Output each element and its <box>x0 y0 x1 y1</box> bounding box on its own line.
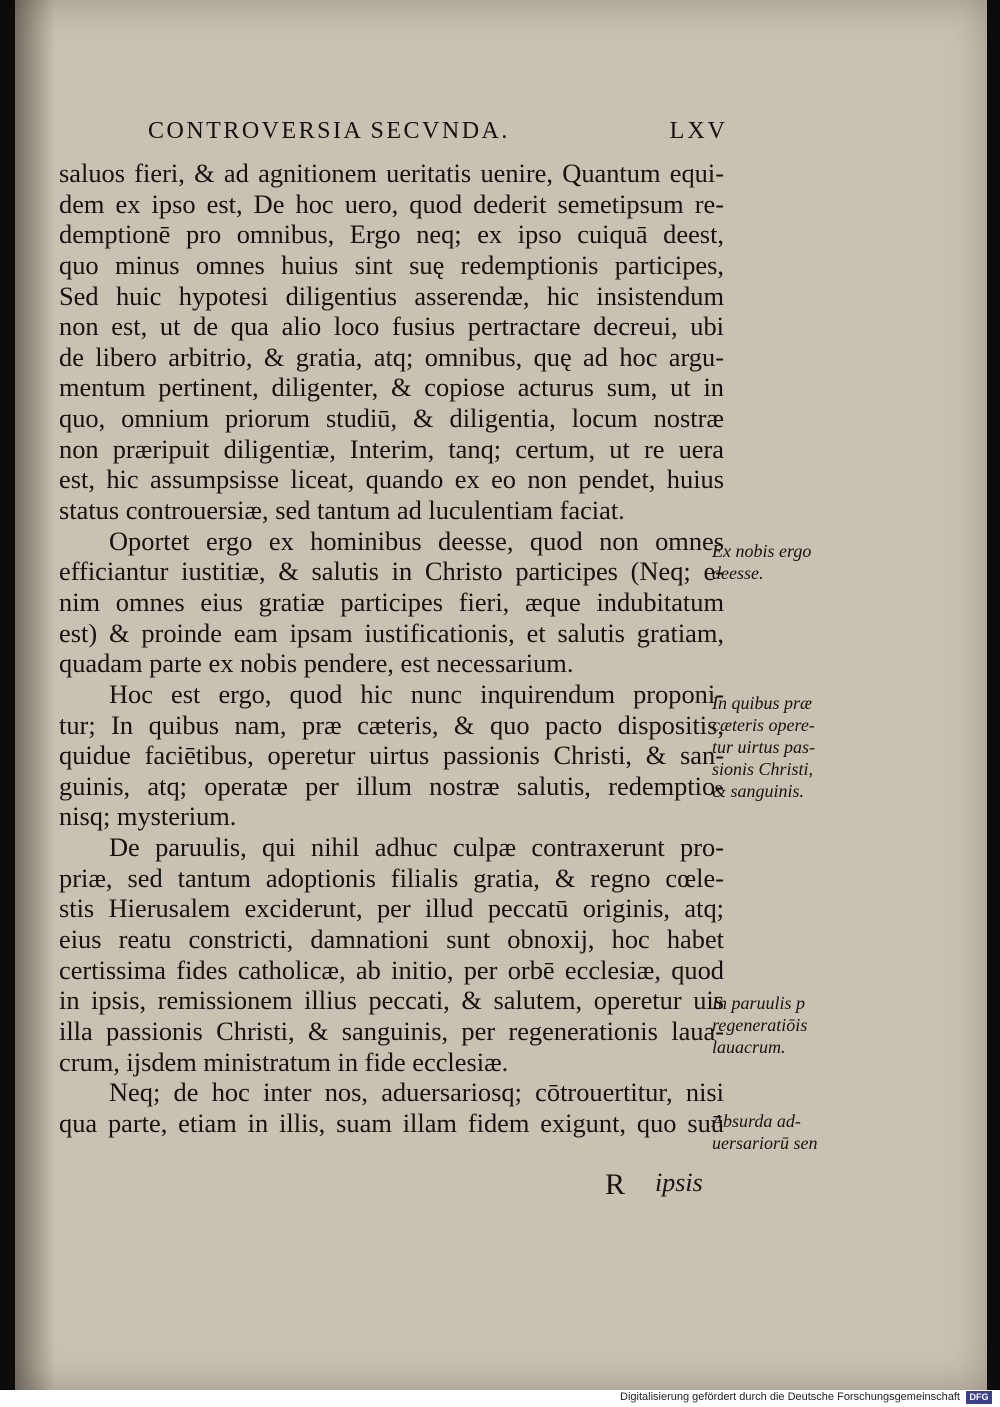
text-line: Oportet ergo ex hominibus deesse, quod non omnes <box>109 525 724 556</box>
margin-note-line: In quibus præ <box>712 693 813 713</box>
body-text <box>59 158 724 1139</box>
text-line: certissima fides catholicæ, ab initio, per orbē ecclesiæ, quod <box>59 954 724 985</box>
running-title: CONTROVERSIA SECVNDA. <box>148 118 510 144</box>
margin-note-ex-nobis <box>712 540 852 584</box>
text-line: demptionē pro omnibus, Ergo neq; ex ipso cuiquā deest, <box>59 219 724 250</box>
margin-note-in-quibus <box>712 692 852 802</box>
text-line: qua parte, etiam in illis, suam illam fidem exigunt, quo suū <box>59 1107 724 1138</box>
catchword: ipsis <box>655 1168 703 1197</box>
text-line: De paruulis, qui nihil adhuc culpæ contraxerunt pro- <box>109 832 724 863</box>
text-line: status controuersiæ, sed tantum ad luculentiam faciat. <box>59 495 625 526</box>
page-gutter-shadow <box>15 0 55 1390</box>
margin-note-in-paruulis <box>712 992 852 1058</box>
margin-note-line: & sanguinis. <box>712 781 805 801</box>
text-line: guinis, atq; operatæ per illum nostræ salutis, redemptio- <box>59 770 724 801</box>
text-line: efficiantur iustitiæ, & salutis in Christo participes (Neq; e- <box>59 556 724 587</box>
text-line: nisq; mysterium. <box>59 801 237 832</box>
margin-note-line: In paruulis p <box>712 993 806 1013</box>
text-line: quo minus omnes huius sint suę redemptionis participes, <box>59 249 724 280</box>
text-line: quidue faciētibus, operetur uirtus passionis Christi, & san- <box>59 740 724 771</box>
text-line: Sed huic hypotesi diligentius asserendæ, hic insistendum <box>59 280 724 311</box>
folio-number: LXV <box>669 118 728 144</box>
margin-note-line: Ex nobis ergo <box>712 541 812 561</box>
text-line: nim omnes eius gratiæ participes fieri, æque indubitatum <box>59 586 724 617</box>
margin-note-line: lauacrum. <box>712 1037 786 1057</box>
text-line: est, hic assumpsisse liceat, quando ex eo non pendet, huius <box>59 464 724 495</box>
margin-note-line: sionis Christi, <box>712 759 814 779</box>
running-header <box>148 118 728 154</box>
text-line: mentum pertinent, diligenter, & copiose acturus sum, ut in <box>59 372 724 403</box>
text-line: quadam parte ex nobis pendere, est necessarium. <box>59 648 574 679</box>
book-page <box>15 0 987 1390</box>
margin-note-line: Absurda ad- <box>712 1111 801 1131</box>
text-line: dem ex ipso est, De hoc uero, quod dederit semetipsum re- <box>59 188 724 219</box>
margin-note-absurda <box>712 1110 852 1154</box>
margin-note-line: deesse. <box>712 563 764 583</box>
text-line: quo, omnium priorum studiū, & diligentia, locum nostræ <box>59 403 724 434</box>
text-line: in ipsis, remissionem illius peccati, & salutem, operetur uis <box>59 985 724 1016</box>
text-line: Hoc est ergo, quod hic nunc inquirendum proponi- <box>109 678 724 709</box>
text-line: illa passionis Christi, & sanguinis, per regenerationis laua- <box>59 1015 724 1046</box>
signature-mark: R <box>605 1168 626 1201</box>
text-line: eius reatu constricti, damnationi sunt obnoxij, hoc habet <box>59 924 724 955</box>
margin-note-line: cæteris opere- <box>712 715 815 735</box>
text-line: de libero arbitrio, & gratia, atq; omnibus, quę ad hoc argu- <box>59 341 724 372</box>
margin-note-line: regeneratiōis <box>712 1015 808 1035</box>
funding-credit: Digitalisierung gefördert durch die Deutsche Forschungsgemeinschaft <box>620 1391 960 1403</box>
text-line: Neq; de hoc inter nos, aduersariosq; cōtrouertitur, nisi <box>109 1077 724 1108</box>
digitization-footer <box>0 1390 1000 1407</box>
text-line: stis Hierusalem exciderunt, per illud peccatū originis, atq; <box>59 893 724 924</box>
dfg-logo: DFG <box>966 1391 992 1404</box>
text-line: saluos fieri, & ad agnitionem ueritatis uenire, Quantum equi- <box>59 158 724 188</box>
text-line: crum, ijsdem ministratum in fide ecclesiæ. <box>59 1046 509 1077</box>
text-line: non est, ut de qua alio loco fusius pertractare decreui, ubi <box>59 311 724 342</box>
margin-note-line: uersariorū sen <box>712 1133 818 1153</box>
text-line: tur; In quibus nam, præ cæteris, & quo pacto dispositis, <box>59 709 724 740</box>
text-line: est) & proinde eam ipsam iustificationis, et salutis gratiam, <box>59 617 724 648</box>
text-line: non præripuit diligentiæ, Interim, tanq; certum, ut re uera <box>59 433 724 464</box>
margin-note-line: tur uirtus pas- <box>712 737 816 757</box>
text-line: priæ, sed tantum adoptionis filialis gratia, & regno cœle- <box>59 862 724 893</box>
